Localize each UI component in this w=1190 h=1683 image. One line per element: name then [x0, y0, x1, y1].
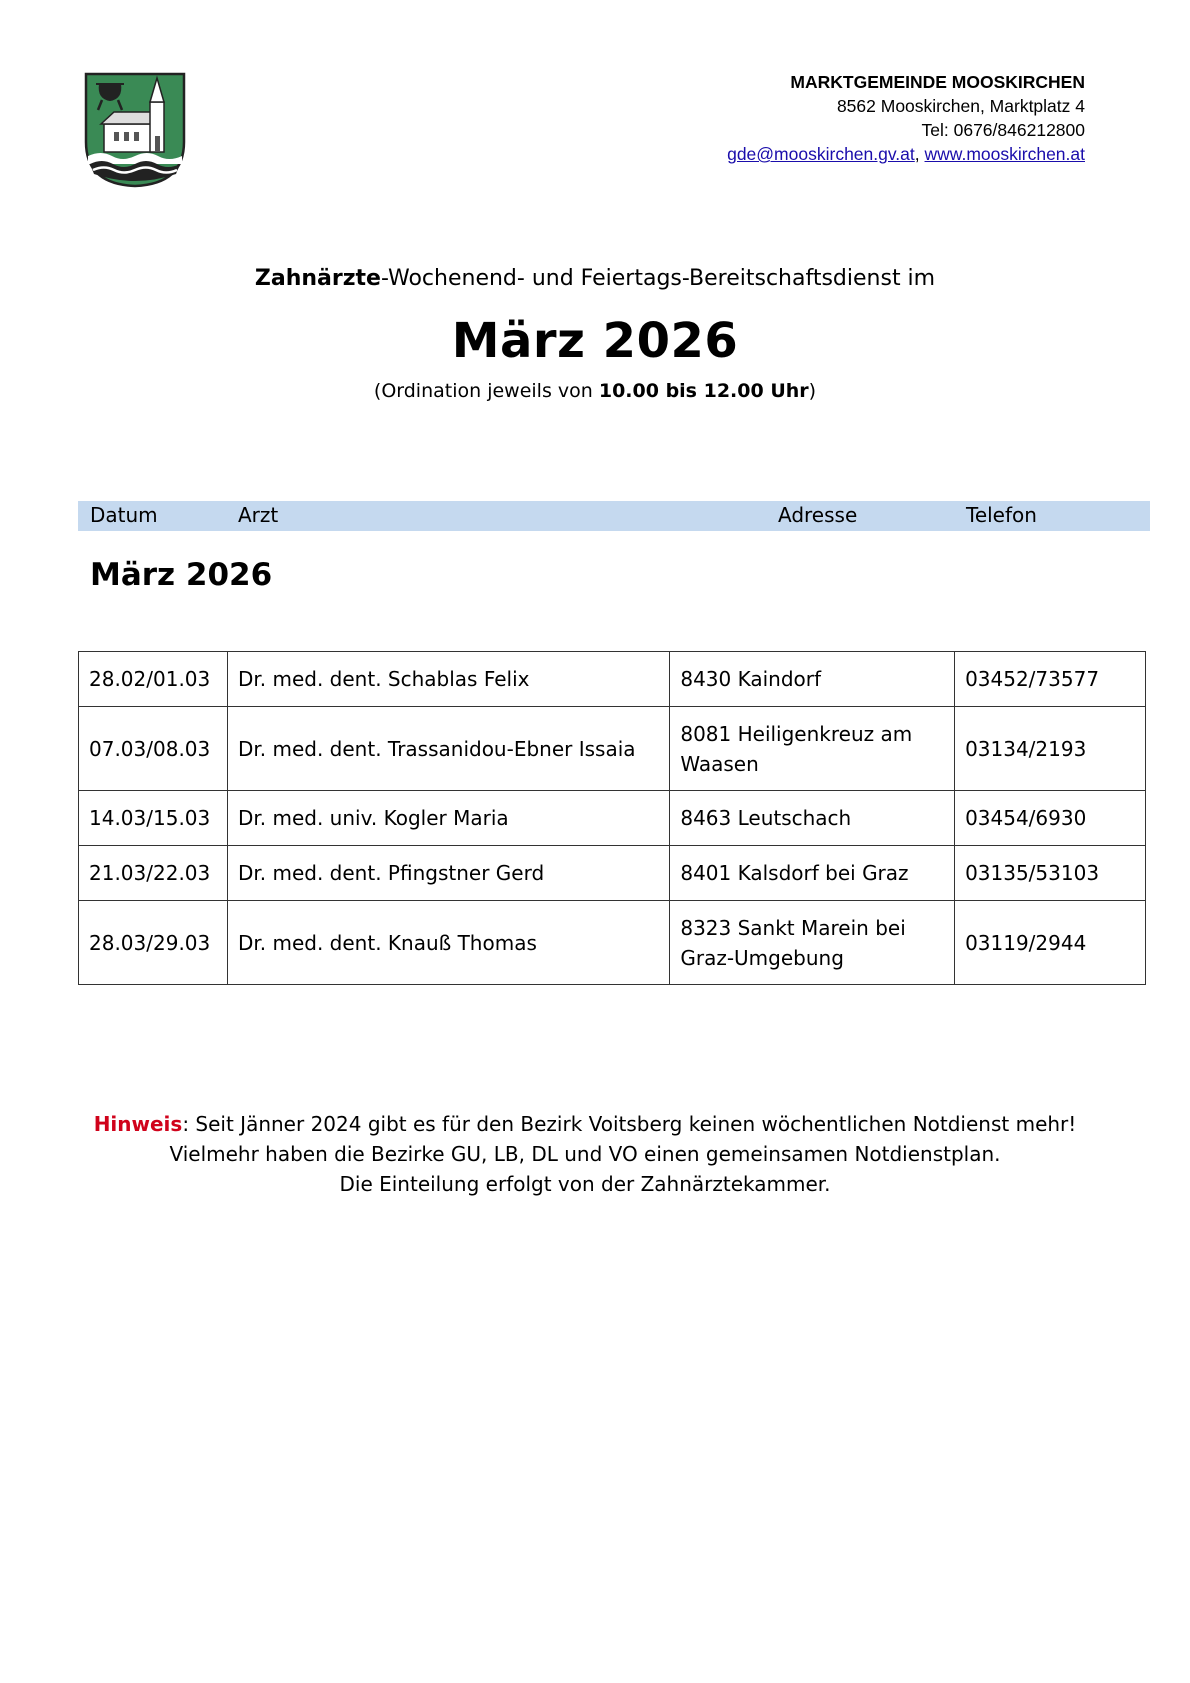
cell-datum: 07.03/08.03 — [79, 707, 228, 791]
notice-label: Hinweis — [93, 1112, 183, 1136]
coat-of-arms-icon — [84, 72, 186, 188]
cell-adresse: 8430 Kaindorf — [670, 652, 955, 707]
header-adresse: Adresse — [778, 503, 858, 527]
cell-datum: 14.03/15.03 — [79, 791, 228, 846]
organization-header — [727, 70, 1085, 166]
org-contact-links — [727, 142, 1085, 166]
link-separator: , — [914, 144, 925, 164]
cell-adresse: 8401 Kalsdorf bei Graz — [670, 846, 955, 901]
cell-arzt: Dr. med. dent. Pfingstner Gerd — [227, 846, 669, 901]
cell-datum: 28.03/29.03 — [79, 901, 228, 985]
opening-hours — [0, 380, 1190, 402]
hours-suffix: ) — [808, 380, 817, 402]
notice-line-2: Vielmehr haben die Bezirke GU, LB, DL und VO einen gemeinsamen Notdienstplan. — [169, 1142, 1001, 1166]
table-row — [79, 846, 1146, 901]
org-phone: Tel: 0676/846212800 — [921, 120, 1085, 140]
cell-datum: 28.02/01.03 — [79, 652, 228, 707]
table-row — [79, 707, 1146, 791]
cell-telefon: 03135/53103 — [955, 846, 1146, 901]
table-row — [79, 791, 1146, 846]
cell-adresse: 8463 Leutschach — [670, 791, 955, 846]
cell-arzt: Dr. med. dent. Schablas Felix — [227, 652, 669, 707]
header-telefon: Telefon — [966, 503, 1037, 527]
cell-arzt: Dr. med. univ. Kogler Maria — [227, 791, 669, 846]
subtitle-bold: Zahnärzte — [254, 266, 381, 291]
hours-bold: 10.00 bis 12.00 Uhr — [598, 380, 809, 402]
notice-line-3: Die Einteilung erfolgt von der Zahnärztekammer. — [339, 1172, 831, 1196]
hours-prefix: (Ordination jeweils von — [373, 380, 599, 402]
notice-line-1 — [0, 1109, 1170, 1139]
cell-arzt: Dr. med. dent. Knauß Thomas — [227, 901, 669, 985]
section-heading: März 2026 — [90, 557, 273, 593]
cell-datum: 21.03/22.03 — [79, 846, 228, 901]
notice-block — [0, 1109, 1170, 1199]
table-row — [79, 901, 1146, 985]
cell-adresse: 8081 Heiligenkreuz am Waasen — [670, 707, 955, 791]
table-row — [79, 652, 1146, 707]
subtitle-rest: -Wochenend- und Feiertags-Bereitschaftsdienst im — [380, 266, 936, 291]
cell-telefon: 03452/73577 — [955, 652, 1146, 707]
cell-arzt: Dr. med. dent. Trassanidou-Ebner Issaia — [227, 707, 669, 791]
schedule-table — [78, 651, 1146, 985]
notice-text-1: : Seit Jänner 2024 gibt es für den Bezirk Voitsberg keinen wöchentlichen Notdienst mehr! — [182, 1112, 1077, 1136]
cell-telefon: 03134/2193 — [955, 707, 1146, 791]
cell-adresse: 8323 Sankt Marein bei Graz-Umgebung — [670, 901, 955, 985]
header-arzt: Arzt — [238, 503, 279, 527]
header-datum: Datum — [90, 503, 158, 527]
cell-telefon: 03454/6930 — [955, 791, 1146, 846]
website-link[interactable]: www.mooskirchen.at — [924, 144, 1085, 164]
page-title: März 2026 — [451, 313, 739, 369]
cell-telefon: 03119/2944 — [955, 901, 1146, 985]
table-header-bar — [78, 501, 1150, 531]
email-link[interactable]: gde@mooskirchen.gv.at — [727, 144, 915, 164]
org-address: 8562 Mooskirchen, Marktplatz 4 — [836, 96, 1085, 116]
document-subtitle — [0, 266, 1190, 291]
org-name: MARKTGEMEINDE MOOSKIRCHEN — [790, 72, 1085, 92]
